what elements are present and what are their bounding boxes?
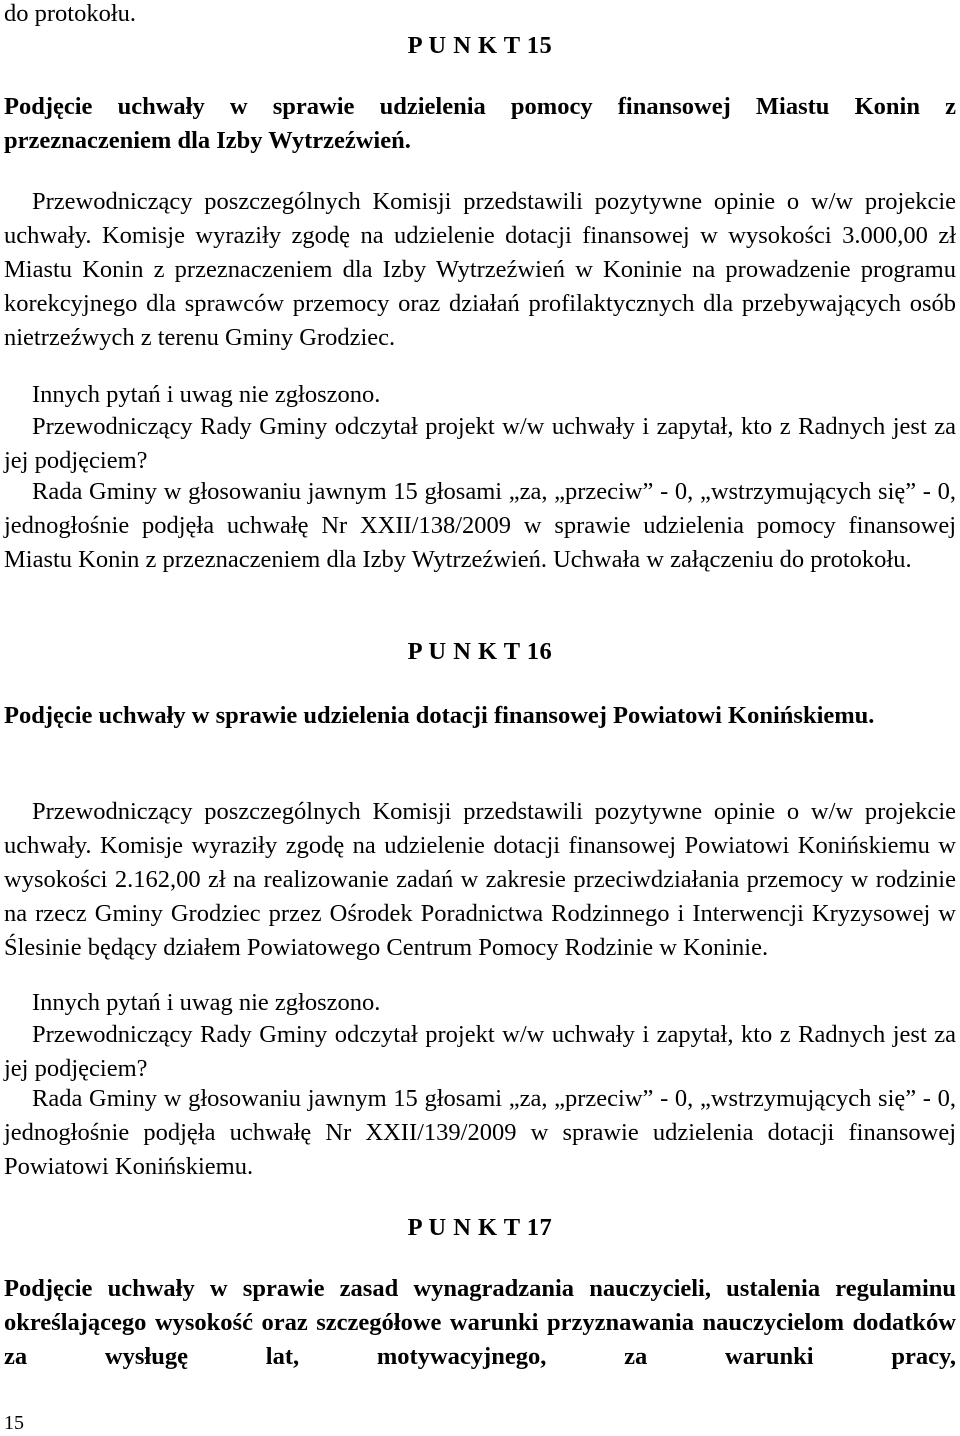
section-16-para-2: Innych pytań i uwag nie zgłoszono.	[32, 989, 381, 1016]
section-15-para-1: Przewodniczący poszczególnych Komisji przedstawili pozytywne opinie o w/w projekcie uchwały. Komisje wyraziły zgodę na udzielenie dotacji finansowej w wysokości 3.000,00 zł Miastu Konin z przeznaczeniem dla Izby Wytrzeźwień w Koninie na prowadzenie programu korekcyjnego dla sprawców przemocy oraz działań profilaktycznych dla przebywających osób nietrzeźwych z terenu Gminy Grodziec.	[4, 188, 956, 351]
section-16-title: Podjęcie uchwały w sprawie udzielenia dotacji finansowej Powiatowi Konińskiemu.	[4, 702, 875, 729]
section-15-para-4: Rada Gminy w głosowaniu jawnym 15 głosami „za, „przeciw” - 0, „wstrzymujących się” - 0, jednogłośnie podjęła uchwałę Nr XXII/138/2009 w sprawie udzielenia pomocy finansowej Miastu Konin z przeznaczeniem dla Izby Wytrzeźwień. Uchwała w załączeniu do protokołu.	[4, 478, 956, 573]
section-16-para-1: Przewodniczący poszczególnych Komisji przedstawili pozytywne opinie o w/w projekcie uchwały. Komisje wyraziły zgodę na udzielenie dotacji finansowej Powiatowi Konińskiemu w wysokości 2.162,00 zł na realizowanie zadań w zakresie przeciwdziałania przemocy w rodzinie na rzecz Gminy Grodziec przez Ośrodek Poradnictwa Rodzinnego i Interwencji Kryzysowej w Ślesinie będący działem Powiatowego Centrum Pomocy Rodzinie w Koninie.	[4, 798, 956, 961]
section-16-para-3: Przewodniczący Rady Gminy odczytał projekt w/w uchwały i zapytał, kto z Radnych jest za jej podjęciem?	[4, 1021, 956, 1082]
section-15-title: Podjęcie uchwały w sprawie udzielenia pomocy finansowej Miastu Konin z przeznaczeniem dla Izby Wytrzeźwień.	[4, 93, 956, 154]
section-15-para-3: Przewodniczący Rady Gminy odczytał projekt w/w uchwały i zapytał, kto z Radnych jest za jej podjęciem?	[4, 413, 956, 474]
page-number: 15	[4, 1412, 24, 1434]
section-15-para-2: Innych pytań i uwag nie zgłoszono.	[32, 381, 381, 408]
intro-line: do protokołu.	[4, 0, 137, 27]
section-16-heading: P U N K T 16	[407, 638, 553, 665]
section-17-heading: P U N K T 17	[407, 1214, 553, 1241]
section-15-heading: P U N K T 15	[407, 32, 553, 59]
section-17-title: Podjęcie uchwały w sprawie zasad wynagradzania nauczycieli, ustalenia regulaminu określającego wysokość oraz szczegółowe warunki przyznawania nauczycielom dodatków za wysługę lat, motywacyjnego, za warunki pracy,	[4, 1275, 956, 1370]
section-16-para-4: Rada Gminy w głosowaniu jawnym 15 głosami „za, „przeciw” - 0, „wstrzymujących się” - 0, jednogłośnie podjęła uchwałę Nr XXII/139/2009 w sprawie udzielenia dotacji finansowej Powiatowi Konińskiemu.	[4, 1085, 956, 1180]
